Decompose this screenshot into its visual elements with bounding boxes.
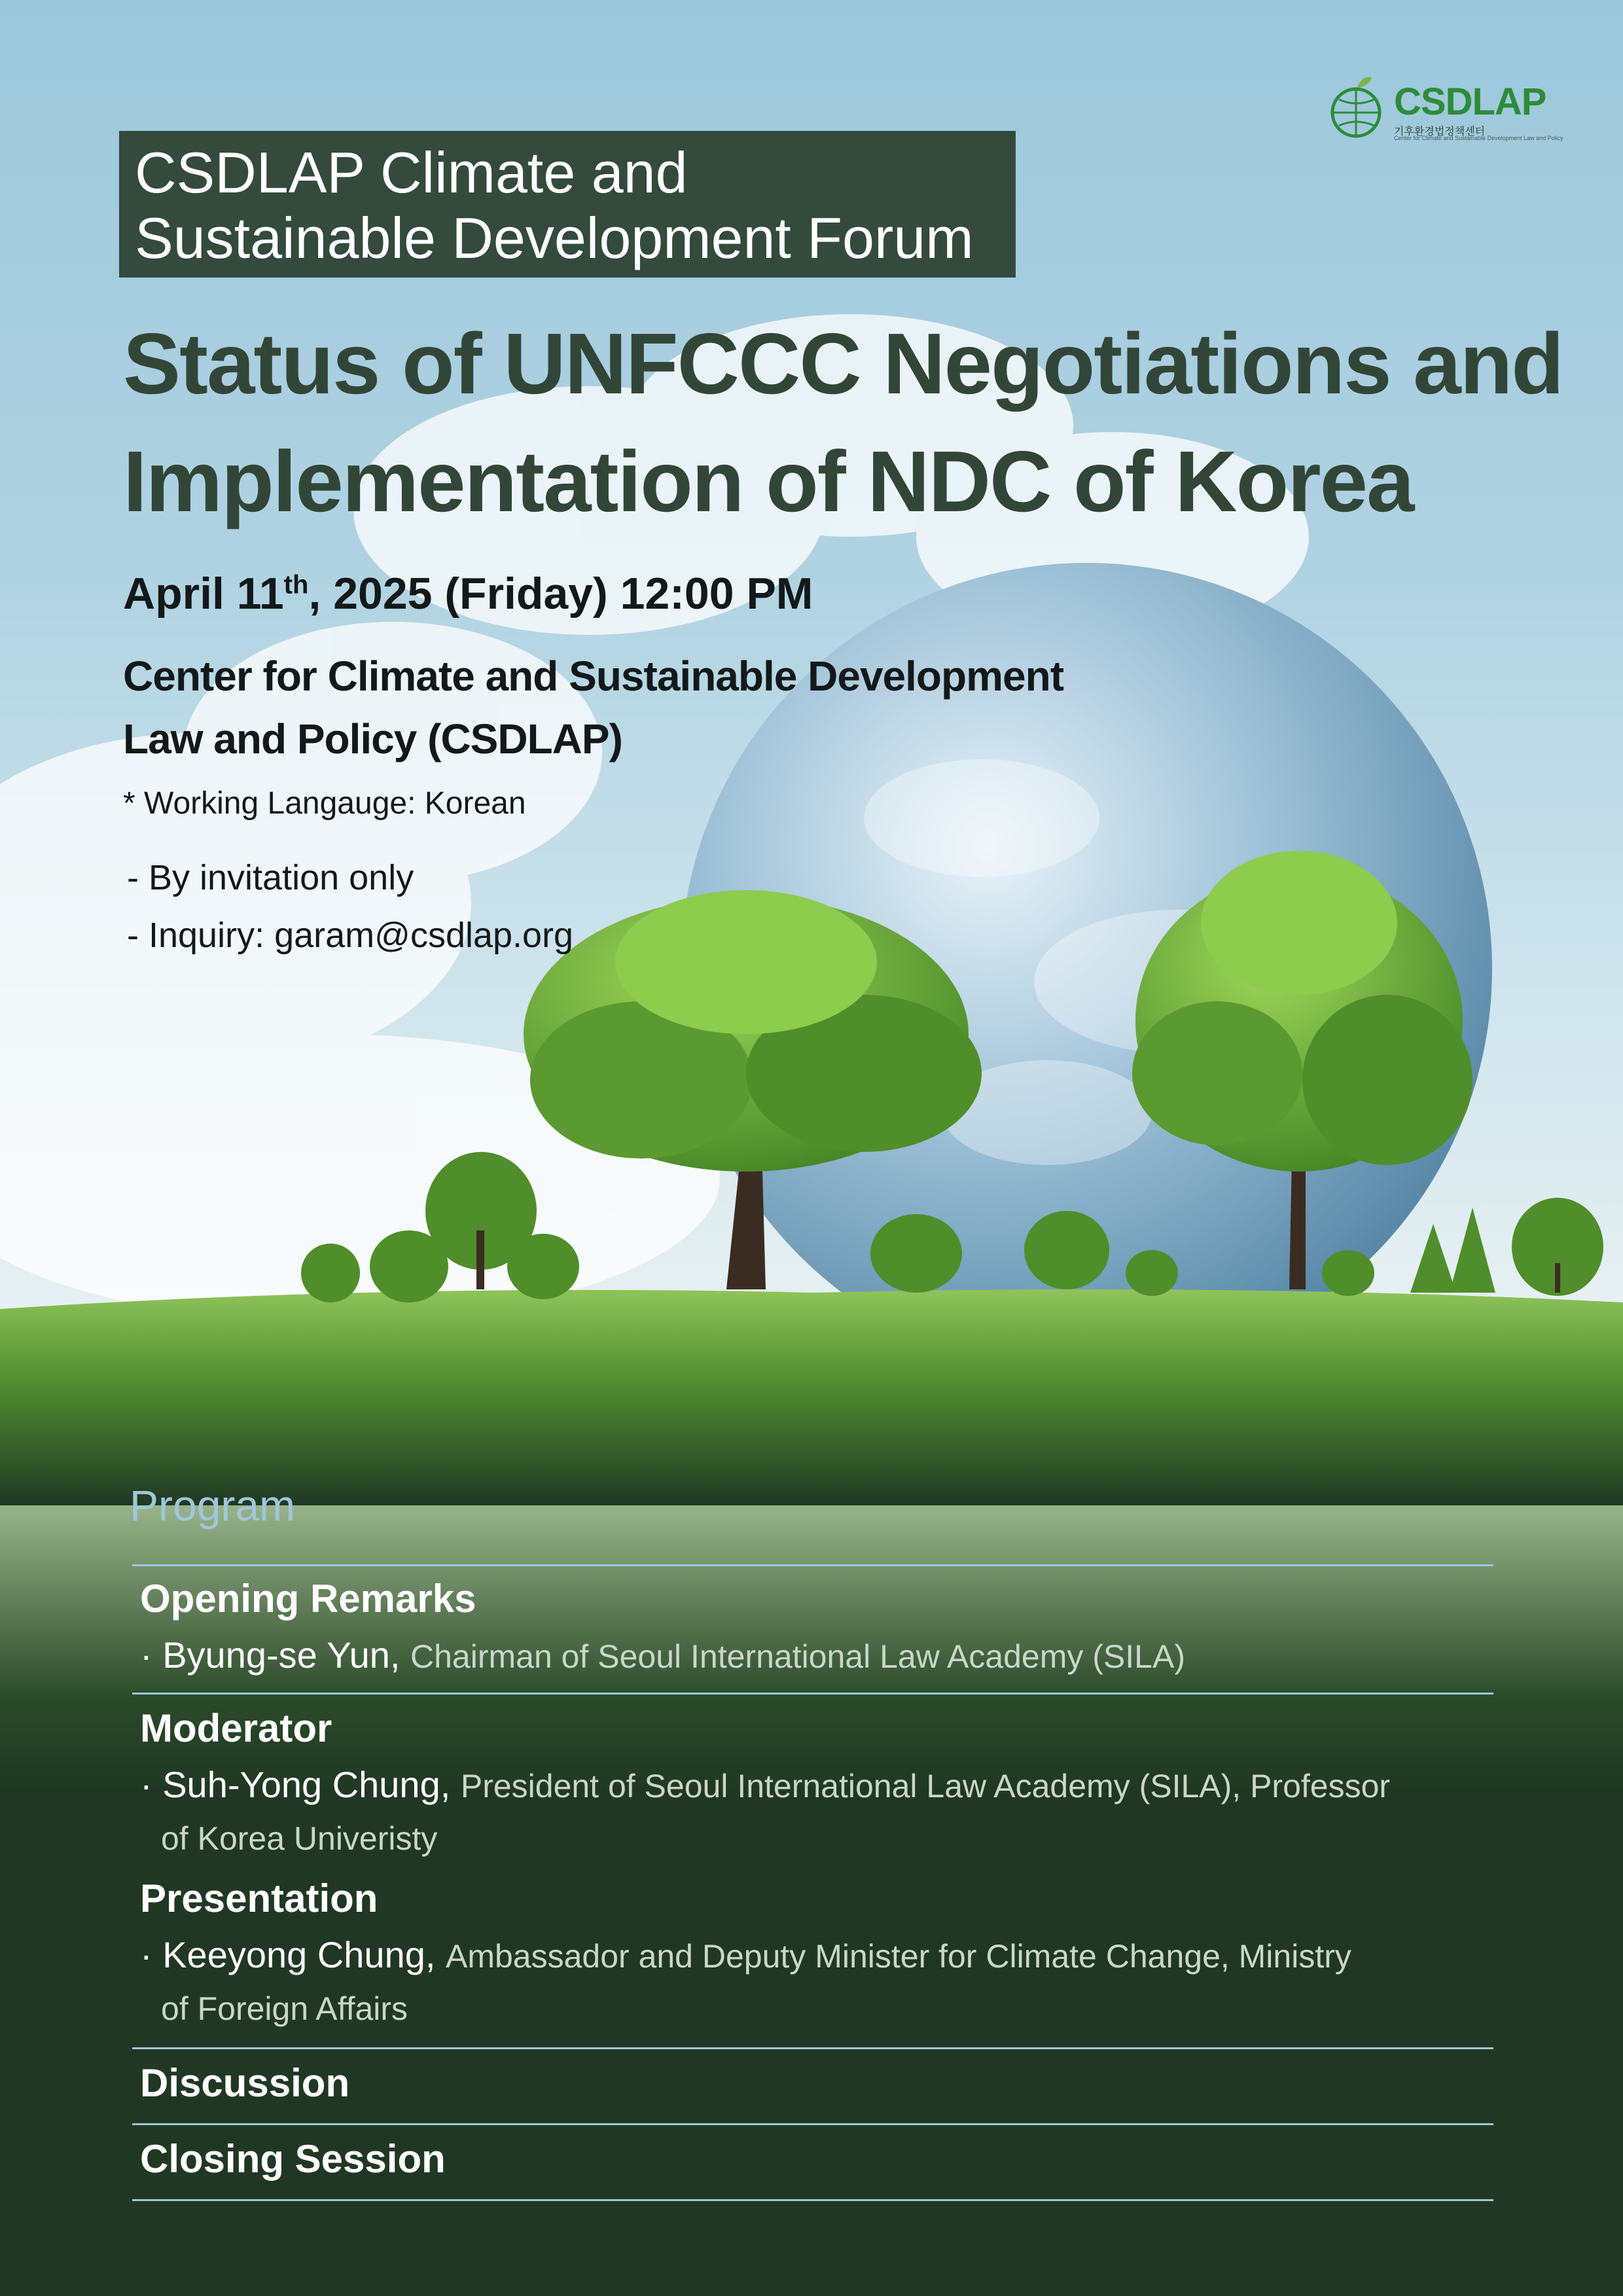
venue-line-2: Law and Policy (CSDLAP) [123, 715, 622, 762]
divider [132, 1564, 1493, 1566]
venue-line-1: Center for Climate and Sustainable Development [123, 653, 1063, 700]
forum-line-2: Sustainable Development Forum [135, 206, 974, 270]
logo-wordmark: CSDLAP [1394, 81, 1546, 123]
program-heading: Program [130, 1481, 296, 1530]
presentation-heading: Presentation [140, 1876, 378, 1920]
logo-korean-name: 기후환경법정책센터 [1394, 126, 1486, 137]
presentation-speaker: · Keeyong Chung, Ambassador and Deputy Minister for Climate Change, Ministry [140, 1934, 1351, 1975]
moderator-heading: Moderator [140, 1706, 332, 1750]
title-line-1: Status of UNFCCC Negotiations and [123, 315, 1563, 412]
title-line-2: Implementation of NDC of Korea [123, 433, 1414, 529]
divider [132, 2199, 1493, 2201]
language-note: * Working Langauge: Korean [123, 786, 526, 821]
event-date: April 11th, 2025 (Friday) 12:00 PM [123, 569, 813, 619]
presentation-role-continued: of Foreign Affairs [161, 1990, 408, 2027]
inquiry-note: - Inquiry: garam@csdlap.org [127, 916, 574, 955]
globe-leaf-icon [1329, 76, 1387, 141]
forum-label-box [119, 131, 1016, 278]
opening-remarks-heading: Opening Remarks [140, 1577, 476, 1621]
logo-english-name: Center for Climate and Sustainable Development Law and Policy [1394, 135, 1563, 141]
divider [132, 2123, 1493, 2125]
moderator-role-continued: of Korea Univeristy [161, 1820, 438, 1857]
moderator-person: · Suh-Yong Chung, President of Seoul International Law Academy (SILA), Professor [140, 1764, 1391, 1805]
closing-session-heading: Closing Session [140, 2137, 446, 2181]
grass-field [0, 1289, 1623, 1505]
forum-line-1: CSDLAP Climate and [135, 140, 688, 205]
csdlap-logo [1329, 72, 1563, 144]
opening-speaker: · Byung-se Yun, Chairman of Seoul International Law Academy (SILA) [140, 1634, 1185, 1676]
discussion-heading: Discussion [140, 2061, 350, 2105]
invitation-note: - By invitation only [127, 858, 414, 897]
divider [132, 1693, 1493, 1695]
divider [132, 2047, 1493, 2049]
